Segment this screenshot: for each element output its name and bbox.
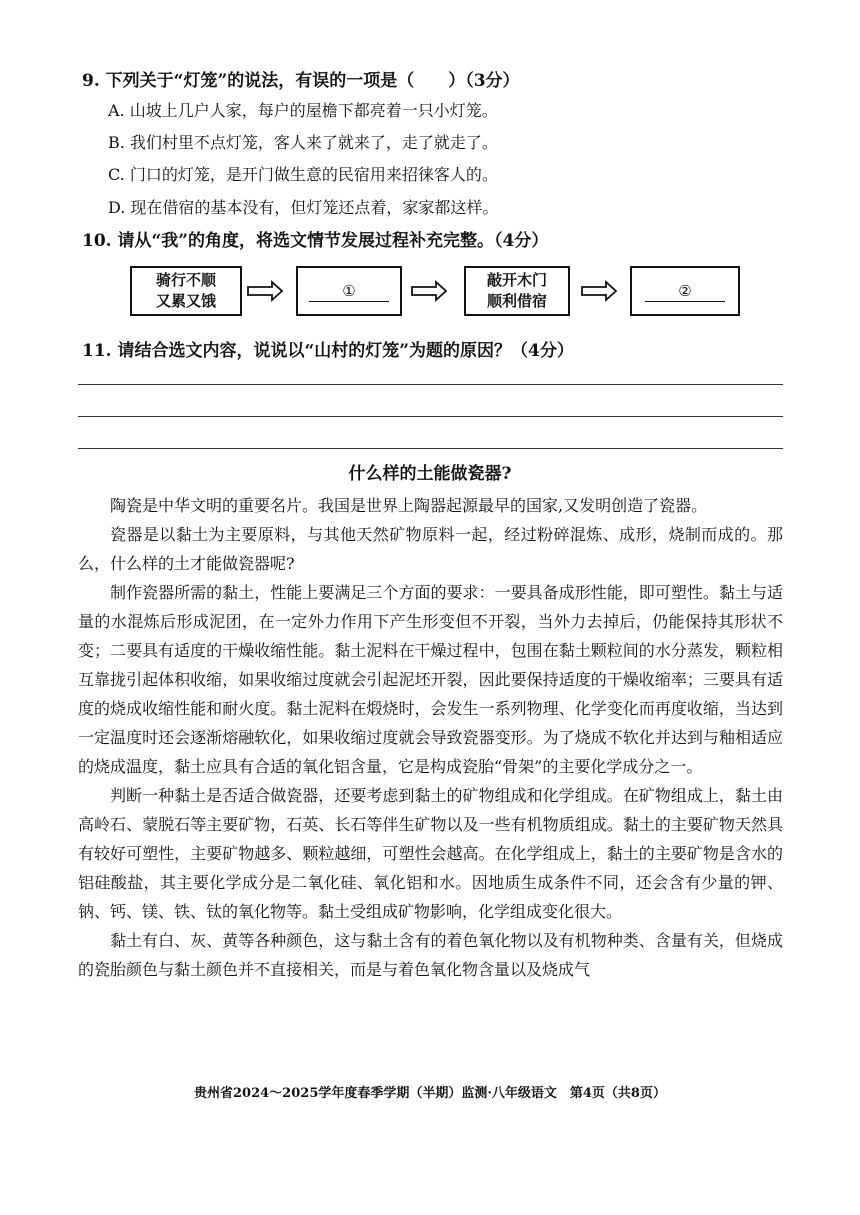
answer-line[interactable]	[78, 384, 783, 385]
article-paragraph: 黏土有白、灰、黄等各种颜色，这与黏土含有的着色氧化物以及有机物种类、含量有关，但烧成的瓷胎颜色与黏土颜色并不直接相关，而是与着色氧化物含量以及烧成气	[78, 931, 783, 979]
q11-stem: 11. 请结合选文内容，说说以“山村的灯笼”为题的原因？（4分）	[82, 341, 574, 361]
flow-box-2	[296, 266, 402, 316]
article-title: 什么样的土能做瓷器?	[348, 464, 512, 484]
q9-option-a: A. 山坡上几户人家，每户的屋檐下都亮着一只小灯笼。	[108, 101, 498, 120]
flow-box-1	[130, 266, 242, 316]
answer-line[interactable]	[78, 448, 783, 449]
flow-box-4	[630, 266, 740, 316]
q10-stem: 10. 请从“我”的角度，将选文情节发展过程补充完整。（4分）	[82, 231, 549, 251]
q9-option-b: B. 我们村里不点灯笼，客人来了就来了，走了就走了。	[108, 133, 498, 152]
flow-arrow-icon	[580, 279, 618, 303]
flow-box-1-line1: 骑行不顺	[155, 271, 216, 289]
q9-option-c: C. 门口的灯笼，是开门做生意的民宿用来招徕客人的。	[108, 165, 498, 184]
article-paragraph: 制作瓷器所需的黏土，性能上要满足三个方面的要求：一要具备成形性能，即可塑性。黏土与适量的水混炼后形成泥团，在一定外力作用下产生形变但不开裂，当外力去掉后，仍能保持其形状不变；二要具有适度的干燥收缩性能。黏土泥料在干燥过程中，包围在黏土颗粒间的水分蒸发，颗粒相互靠拢引起体积收缩，如果收缩过度就会引起泥坯开裂，因此要保持适度的干燥收缩率；三要具有适度的烧成收缩性能和耐火度。黏土泥料在煅烧时，会发生一系列物理、化学变化而再度收缩，当达到一定温度时还会逐渐熔融软化，如果收缩过度就会导致瓷器变形。为了烧成不软化并达到与釉相适应的烧成温度，黏土应具有合适的氧化铝含量，它是构成瓷胎“骨架”的主要化学成分之一。	[78, 583, 783, 776]
flow-box-3-line2: 顺利借宿	[486, 292, 547, 310]
page-footer: 贵州省2024～2025学年度春季学期（半期）监测·八年级语文 第4页（共8页）	[194, 1086, 666, 1101]
plot-flowchart	[130, 266, 740, 320]
q9-option-d: D. 现在借宿的基本没有，但灯笼还点着，家家都这样。	[108, 198, 499, 217]
flow-box-1-line2: 又累又饿	[155, 292, 216, 310]
flow-blank-2: ②	[645, 281, 725, 302]
article-paragraph: 判断一种黏土是否适合做瓷器，还要考虑到黏土的矿物组成和化学组成。在矿物组成上，黏土由高岭石、蒙脱石等主要矿物，石英、长石等伴生矿物以及一些有机物质组成。黏土的主要矿物天然具有较好可塑性，主要矿物越多、颗粒越细，可塑性会越高。在化学组成上，黏土的主要矿物是含水的铝硅酸盐，其主要化学成分是二氧化硅、氧化铝和水。因地质生成条件不同，还会含有少量的钾、钠、钙、镁、铁、钛的氧化物等。黏土受组成矿物影响，化学组成变化很大。	[78, 786, 783, 921]
flow-box-3-line1: 敲开木门	[486, 271, 547, 289]
q9-stem: 9. 下列关于“灯笼”的说法，有误的一项是（ ）（3分）	[82, 71, 520, 91]
answer-line[interactable]	[78, 416, 783, 417]
flow-arrow-icon	[246, 279, 284, 303]
article-paragraph: 瓷器是以黏土为主要原料，与其他天然矿物原料一起，经过粉碎混炼、成形，烧制而成的。那么，什么样的土才能做瓷器呢?	[78, 525, 783, 573]
article-body	[78, 491, 783, 984]
flow-arrow-icon	[410, 279, 448, 303]
article-paragraph: 陶瓷是中华文明的重要名片。我国是世界上陶器起源最早的国家,又发明创造了瓷器。	[110, 496, 708, 515]
flow-box-3	[464, 266, 570, 316]
flow-blank-1: ①	[309, 281, 389, 302]
